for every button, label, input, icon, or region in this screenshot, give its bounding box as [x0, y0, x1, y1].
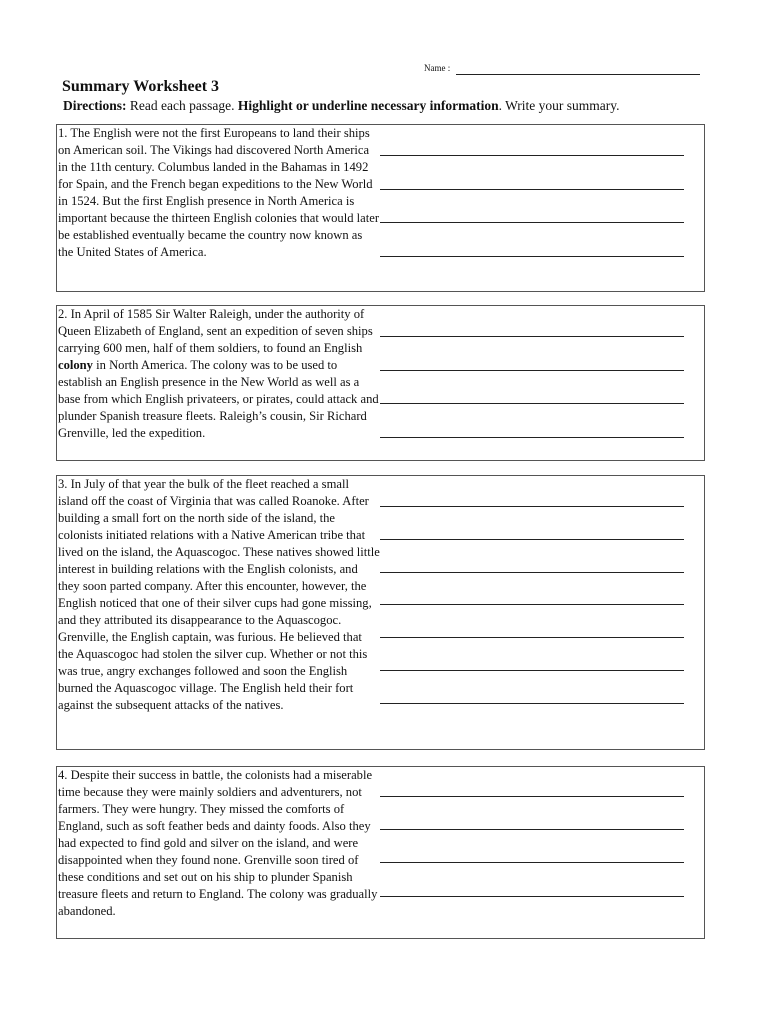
- directions: [63, 98, 620, 114]
- passage-text-1: 1. The English were not the first Europeans to land their ships on American soil. The Vikings had discovered North America in the 11th century. Columbus landed in the Bahamas in 1492 for Spain, and the French began expeditions to the New World in 1524. But the first English presence in North America is important because the thirteen English colonies that would later be established eventually became the country now known as the United States of America.: [58, 126, 380, 259]
- summary-line[interactable]: [380, 637, 684, 638]
- summary-line[interactable]: [380, 437, 684, 438]
- summary-line[interactable]: [380, 670, 684, 671]
- name-label: Name :: [424, 63, 451, 73]
- passage-text-4: 4. Despite their success in battle, the colonists had a miserable time because they were mainly soldiers and adventurers, not farmers. They were hungry. They missed the comforts of England, such as soft feather beds and dainty foods. Also they had expected to find gold and silver on the island, and were disappointed when they found none. Grenville soon tired of these conditions and set out on his ship to plunder Spanish treasure fleets and return to England. The colony was gradually abandoned.: [58, 768, 378, 918]
- summary-line[interactable]: [380, 896, 684, 897]
- passage-box-1: [56, 124, 705, 292]
- summary-line[interactable]: [380, 703, 684, 704]
- page-title: Summary Worksheet 3: [62, 78, 220, 95]
- summary-line[interactable]: [380, 155, 684, 156]
- summary-line[interactable]: [380, 862, 684, 863]
- summary-line[interactable]: [380, 506, 684, 507]
- summary-line[interactable]: [380, 403, 684, 404]
- summary-line[interactable]: [380, 336, 684, 337]
- summary-line[interactable]: [380, 189, 684, 190]
- directions-text-1: Read each passage.: [126, 98, 238, 113]
- summary-line[interactable]: [380, 539, 684, 540]
- summary-line[interactable]: [380, 796, 684, 797]
- passage-box-4: [56, 766, 705, 939]
- passage-box-3: [56, 475, 705, 750]
- directions-text-2: . Write your summary.: [498, 98, 620, 113]
- passage-box-2: [56, 305, 705, 461]
- name-write-line[interactable]: [456, 74, 700, 75]
- passage-2-text-before: 2. In April of 1585 Sir Walter Raleigh, under the authority of Queen Elizabeth of England, sent an expedition of seven ships carrying 600 men, half of them soldiers, to found an English: [58, 307, 373, 355]
- passage-2-bold-term: colony: [58, 358, 93, 372]
- passage-text-2: [57, 306, 380, 442]
- summary-line[interactable]: [380, 370, 684, 371]
- directions-label: Directions:: [63, 98, 127, 113]
- directions-emphasis: Highlight or underline necessary information: [237, 98, 499, 113]
- passage-text-3: 3. In July of that year the bulk of the fleet reached a small island off the coast of Virginia that was called Roanoke. After building a small fort on the north side of the island, the colonists initiated relations with a Native American tribe that lived on the island, the Aquascogoc. These natives showed little interest in building relations with the English colonists, and they soon parted company. After this encounter, however, the English noticed that one of their silver cups had gone missing, and they attributed its disappearance to the Aquascogoc. Grenville, the English captain, was furious. He believed that the Aquascogoc had stolen the silver cup. Whether or not this was true, angry exchanges followed and soon the English burned the Aquascogoc village. The English held their fort against the subsequent attacks of the natives.: [58, 477, 380, 712]
- summary-line[interactable]: [380, 604, 684, 605]
- summary-line[interactable]: [380, 222, 684, 223]
- passage-2-text-after: in North America. The colony was to be used to establish an English presence in the New World as well as a base from which English privateers, or pirates, could attack and plunder Spanish treasure fleets. Raleigh’s cousin, Sir Richard Grenville, led the expedition.: [58, 358, 379, 440]
- summary-line[interactable]: [380, 829, 684, 830]
- summary-line[interactable]: [380, 256, 684, 257]
- summary-line[interactable]: [380, 572, 684, 573]
